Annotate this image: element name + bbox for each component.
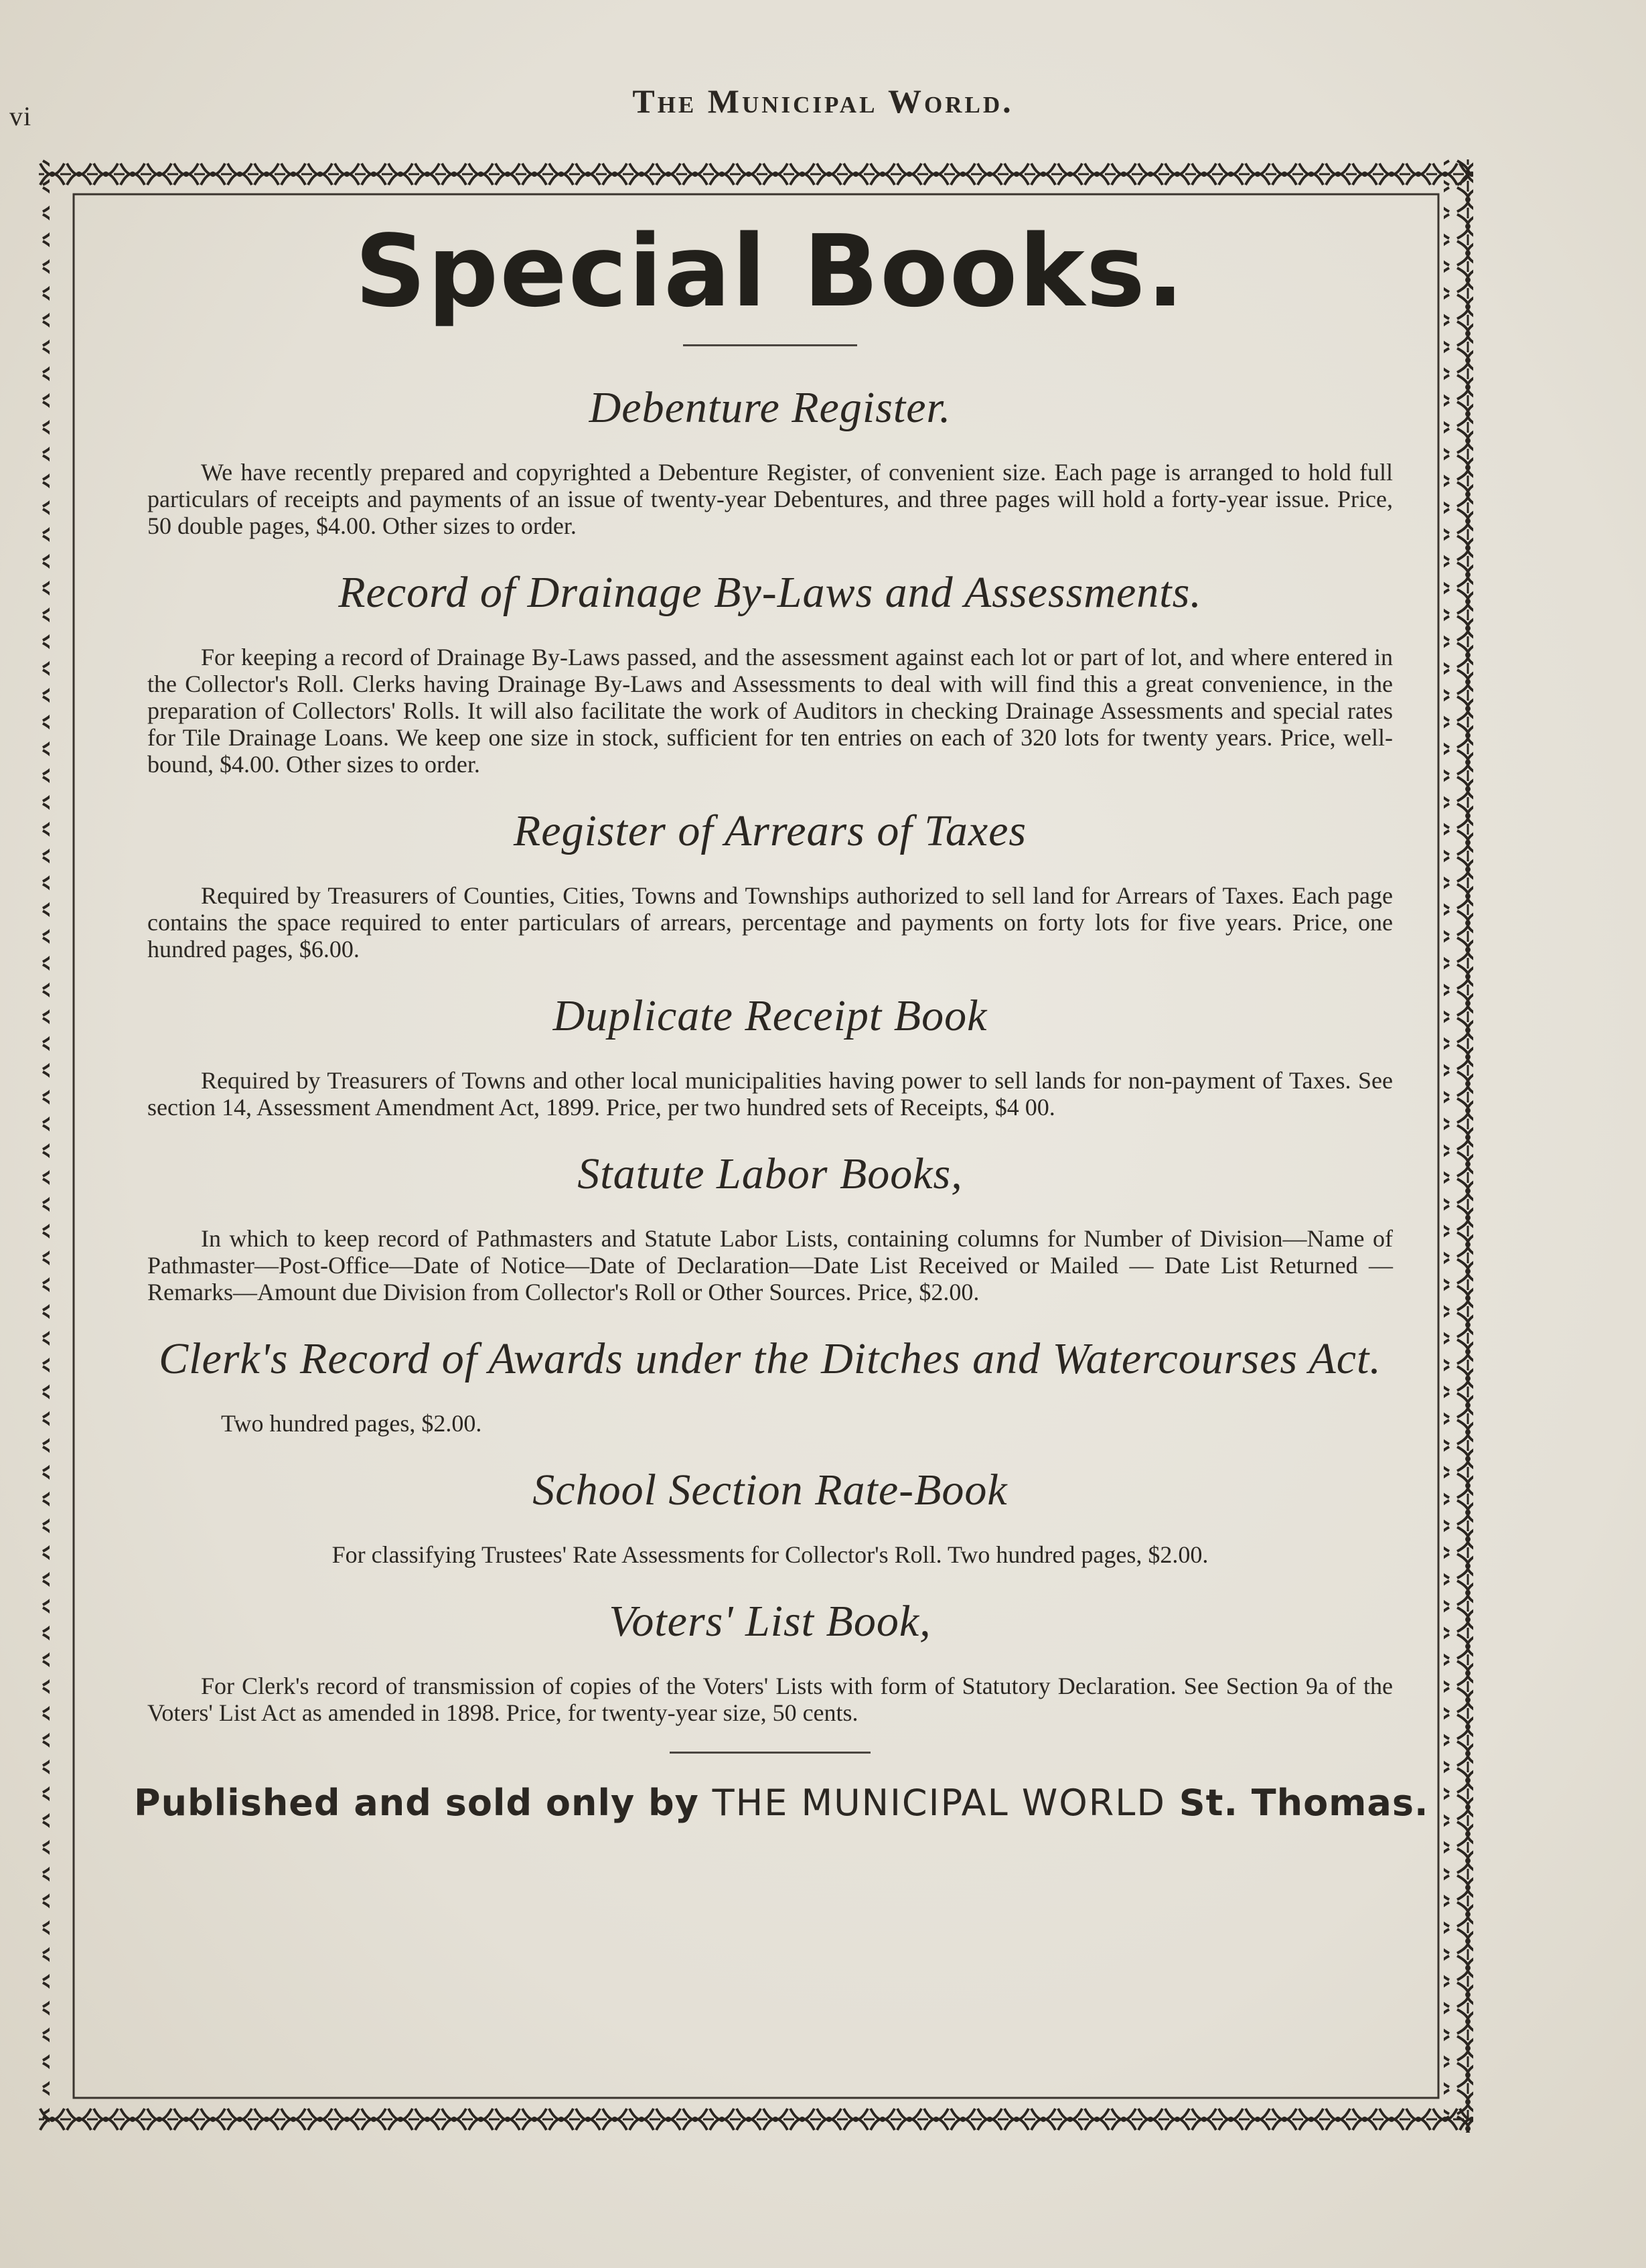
section-drainage-record: [134, 565, 1406, 778]
footer-place: St. Thomas.: [1179, 1782, 1429, 1824]
section-awards-record: [134, 1331, 1406, 1437]
section-title: School Section Rate-Book: [532, 1466, 1008, 1514]
section-statute-labor: [134, 1146, 1406, 1305]
footer-lead: Published and sold only by: [134, 1782, 699, 1824]
running-header: The Municipal World.: [632, 82, 1014, 120]
section-duplicate-receipt: [134, 988, 1406, 1121]
section-body: For Clerk's record of transmission of copies of the Voters' Lists with form of Statutory Declaration. See Section 9a of the Voters' List Act as amended in 1898. Price, for twenty-year size, 50 cents.: [147, 1673, 1393, 1726]
page-number: vi: [9, 101, 32, 131]
section-debenture-register: [134, 380, 1406, 539]
section-arrears-register: [134, 803, 1406, 963]
section-title: Clerk's Record of Awards under the Ditches and Watercourses Act.: [159, 1334, 1381, 1383]
section-body: For keeping a record of Drainage By-Laws passed, and the assessment against each lot or part of lot, and where entered in the Collector's Roll. Clerks having Drainage By-Laws and Assessments to deal with will find this a great convenience, in the preparation of Collectors' Rolls. It will also facilitate the work of Auditors in checking Drainage Assessments and special rates for Tile Drainage Loans. We keep one size in stock, sufficient for ten entries on each of 320 lots for twenty years. Price, well-bound, $4.00. Other sizes to order.: [147, 644, 1393, 778]
section-title: Statute Labor Books,: [577, 1149, 963, 1198]
section-body: For classifying Trustees' Rate Assessments for Collector's Roll. Two hundred pages, $2.00.: [331, 1541, 1209, 1568]
section-body: Required by Treasurers of Counties, Cities, Towns and Townships authorized to sell land for Arrears of Taxes. Each page contains the space required to enter particulars of arrears, percentage and payments on forty lots for five years. Price, one hundred pages, $6.00.: [147, 882, 1393, 963]
title-rule: [683, 344, 857, 346]
section-title: Duplicate Receipt Book: [552, 991, 988, 1040]
section-title: Register of Arrears of Taxes: [513, 806, 1027, 855]
section-voters-list: [134, 1593, 1406, 1726]
section-school-rate-book: [134, 1462, 1406, 1568]
page-title: Special Books.: [354, 214, 1186, 329]
footer-publisher: THE MUNICIPAL WORLD: [712, 1782, 1166, 1824]
content-area: [134, 214, 1429, 1824]
publisher-footer: [134, 1782, 1429, 1824]
section-title: Voters' List Book,: [609, 1597, 931, 1646]
section-title: Record of Drainage By-Laws and Assessments.: [338, 568, 1202, 617]
section-body: We have recently prepared and copyrighted a Debenture Register, of convenient size. Each page is arranged to hold full particulars of receipts and payments of an issue of twenty-year Debentures, and three pages will hold a forty-year issue. Price, 50 double pages, $4.00. Other sizes to order.: [147, 459, 1393, 539]
section-body: Two hundred pages, $2.00.: [221, 1410, 482, 1437]
footer-rule: [670, 1752, 871, 1754]
section-body: In which to keep record of Pathmasters and Statute Labor Lists, containing columns for Number of Division—Name of Pathmaster—Post-Office—Date of Notice—Date of Declaration—Date List Received or Mailed — Date List Returned — Remarks—Amount due Division from Collector's Roll or Other Sources. Price, $2.00.: [147, 1225, 1393, 1305]
section-body: Required by Treasurers of Towns and other local municipalities having power to sell lands for non-payment of Taxes. See section 14, Assessment Amendment Act, 1899. Price, per two hundred sets of Receipts, $4 00.: [147, 1067, 1393, 1121]
section-title: Debenture Register.: [589, 383, 952, 432]
